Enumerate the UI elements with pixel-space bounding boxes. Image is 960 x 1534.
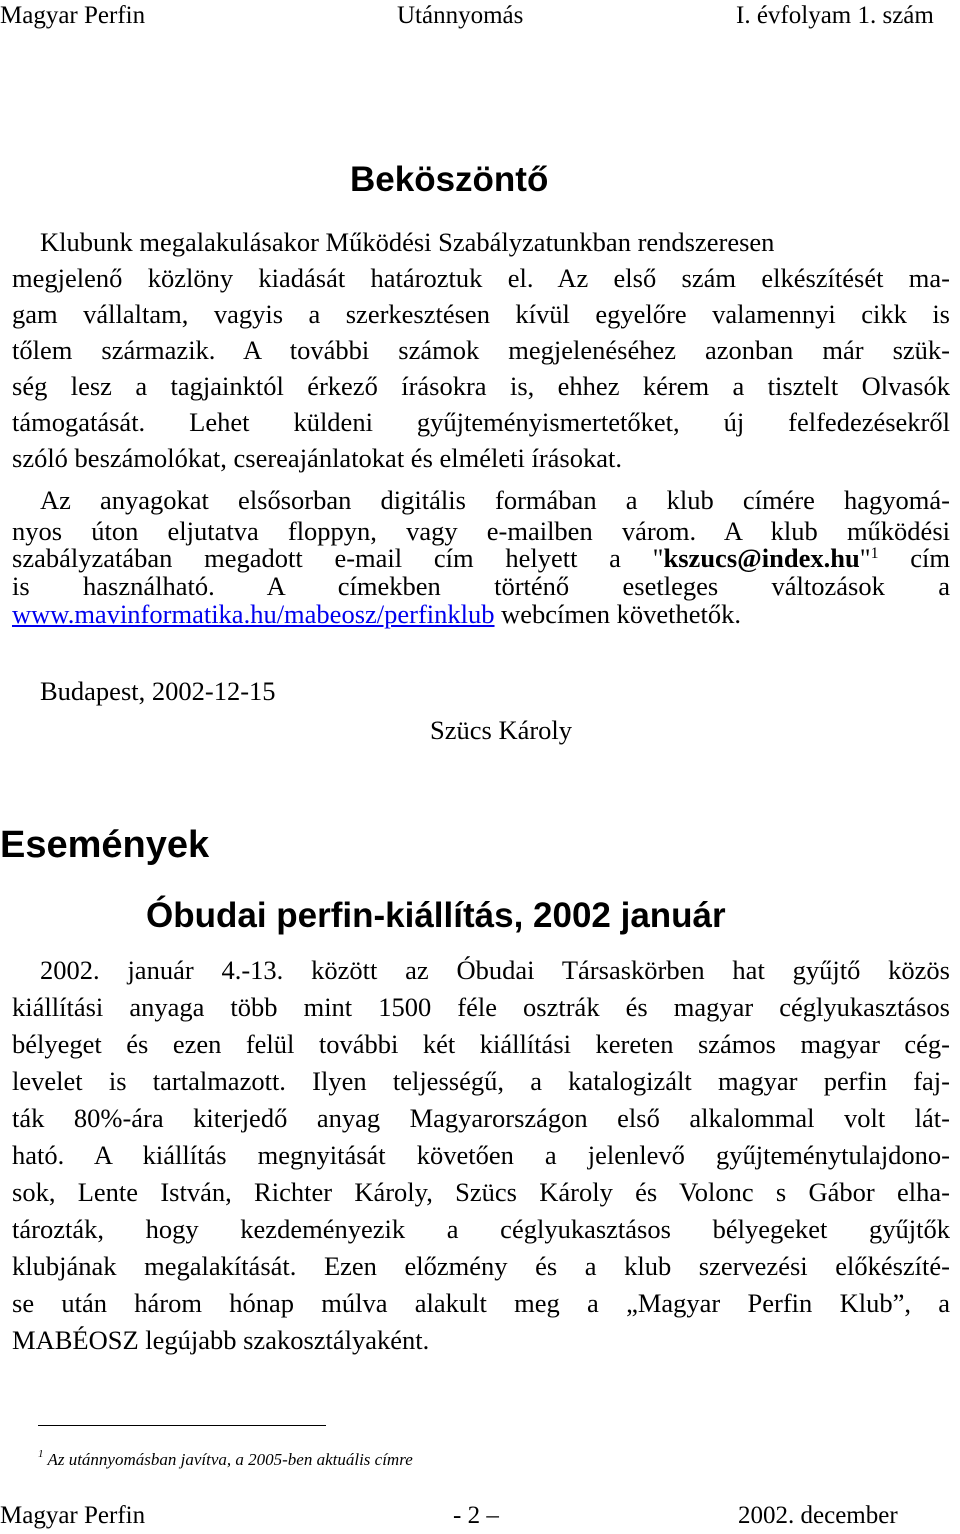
email-address: kszucs@index.hu — [663, 543, 860, 573]
welcome-p1-line-6: támogatását. Lehet küldeni gyűjteményismertetőket, új felfedezésekről — [12, 407, 950, 437]
running-header-right: I. évfolyam 1. szám — [736, 2, 934, 29]
article-line-6: ható. A kiállítás megnyitását követően a jelenlevő gyűjteménytulajdono- — [12, 1140, 950, 1170]
welcome-p2-line-1: Az anyagokat elsősorban digitális formában a klub címére hagyomá- — [40, 485, 950, 515]
running-header-left: Magyar Perfin — [0, 2, 146, 29]
welcome-p2-line-4: is használható. A címekben történő esetleges változások a — [12, 571, 950, 601]
welcome-p1-line-1: Klubunk megalakulásakor Működési Szabályzatunkban rendszeresen — [40, 227, 775, 257]
club-website-link[interactable]: www.mavinformatika.hu/mabeosz/perfinklub — [12, 599, 495, 629]
running-footer-right: 2002. december — [738, 1502, 898, 1529]
footnote — [38, 1450, 413, 1470]
page-number: - 2 – — [453, 1502, 499, 1529]
article-line-1: 2002. január 4.-13. között az Óbudai Társaskörben hat gyűjtő közös — [40, 955, 950, 985]
article-line-7: sok, Lente István, Richter Károly, Szücs Károly és Volonc s Gábor elha- — [12, 1177, 950, 1207]
place-and-date: Budapest, 2002-12-15 — [40, 676, 276, 706]
article-line-2: kiállítási anyaga több mint 1500 féle osztrák és magyar céglyukasztásos — [12, 992, 950, 1022]
events-section-title: Események — [0, 824, 210, 866]
running-header-center: Utánnyomás — [397, 2, 524, 29]
welcome-title: Beköszöntő — [350, 160, 549, 199]
article-line-11: MABÉOSZ legújabb szakosztályaként. — [12, 1325, 430, 1355]
welcome-p1-line-4: tőlem származik. A további számok megjelenéséhez azonban már szük- — [12, 335, 950, 365]
article-body — [12, 0, 950, 1400]
welcome-p1-line-3: gam vállaltam, vagyis a szerkesztésen kívül egyelőre valamennyi cikk is — [12, 299, 950, 329]
article-line-4: levelet is tartalmazott. Ilyen teljességű, a katalogizált magyar perfin faj- — [12, 1066, 950, 1096]
welcome-p2-line-5: www.mavinformatika.hu/mabeosz/perfinklub webcímen követhetők. — [12, 599, 742, 629]
welcome-p2-line-3: szabályzatában megadott e-mail cím helyett a "kszucs@index.hu"$^1$ cím — [12, 543, 950, 573]
article-title: Óbudai perfin-kiállítás, 2002 január — [146, 896, 726, 935]
welcome-p1-line-2: megjelenő közlöny kiadását határoztuk el. Az első szám elkészítését ma- — [12, 263, 950, 293]
article-line-8: tározták, hogy kezdeményezik a céglyukasztásos bélyegeket gyűjtők — [12, 1214, 950, 1244]
author-signature: Szücs Károly — [430, 715, 573, 745]
welcome-p1-line-7: szóló beszámolókat, csereajánlatokat és elméleti írásokat. — [12, 443, 622, 473]
article-line-9: klubjának megalakítását. Ezen előzmény és a klub szervezési előkészíté- — [12, 1251, 950, 1281]
welcome-p2-line-2: nyos úton eljutatva floppyn, vagy e-mailben várom. A klub működési — [12, 516, 950, 546]
welcome-p1-line-5: ség lesz a tagjainktól érkező írásokra is, ehhez kérem a tisztelt Olvasók — [12, 371, 950, 401]
footnote-mark: 1 — [38, 1448, 44, 1460]
article-line-5: ták 80%-ára kiterjedő anyag Magyarországon első alkalommal volt lát- — [12, 1103, 950, 1133]
article-line-3: bélyeget és ezen felül további két kiállítási kereten számos magyar cég- — [12, 1029, 950, 1059]
footnote-reference: 1 — [870, 545, 879, 562]
footnote-text: Az utánnyomásban javítva, a 2005-ben aktuális címre — [47, 1450, 413, 1469]
footnote-separator — [38, 1425, 326, 1426]
running-footer-left: Magyar Perfin — [0, 1502, 146, 1529]
article-line-10: se után három hónap múlva alakult meg a „Magyar Perfin Klub”, a — [12, 1288, 950, 1318]
